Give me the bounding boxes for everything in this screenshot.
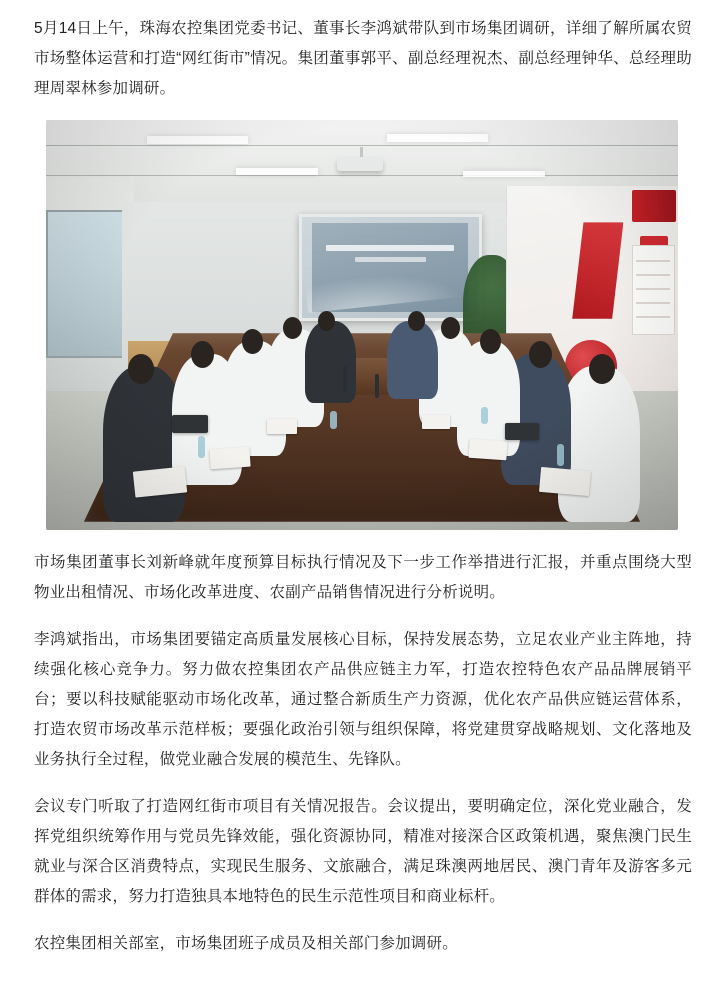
wall-frame xyxy=(632,245,675,334)
paragraph-3: 李鸿斌指出，市场集团要锚定高质量发展核心目标，保持发展态势，立足农业产业主阵地，持续强化核心竞争力。努力做农控集团农产品供应链主力军，打造农控特色农产品品牌展销平台；要以科技赋能驱动市场化改革，通过整合新质生产力资源，优化农产品供应链运营体系，打造农贸市场改革示范样板；要强化政治引领与组织保障，将党建贯穿战略规划、文化落地及业务执行全过程，做党业融合发展的模范生、先锋队。 xyxy=(34,631,692,768)
wall-red-graphic xyxy=(572,222,623,318)
paragraph-2: 市场集团董事长刘新峰就年度预算目标执行情况及下一步工作举措进行汇报，并重点围绕大型物业出租情况、市场化改革进度、农副产品销售情况进行分析说明。 xyxy=(34,554,692,601)
paragraph-1: 5月14日上午，珠海农控集团党委书记、董事长李鸿斌带队到市场集团调研，详细了解所属农贸市场整体运营和打造“网红街市”情况。集团董事郭平、副总经理祝杰、副总经理钟华、总经理助理周翠林参加调研。 xyxy=(34,20,692,97)
laptop xyxy=(505,423,539,440)
slide-subtitle-bar xyxy=(355,257,427,262)
wall-banner xyxy=(632,190,676,222)
document-stack xyxy=(133,466,187,497)
attendee xyxy=(387,321,438,399)
meeting-photo xyxy=(46,120,678,530)
paragraph-4: 会议专门听取了打造网红街市项目有关情况报告。会议提出，要明确定位，深化党业融合，发挥党组织统筹作用与党员先锋效能，强化资源协同，精准对接深合区政策机遇，聚焦澳门民生就业与深合区消费特点，实现民生服务、文旅融合，满足珠澳两地居民、澳门青年及游客多元群体的需求，努力打造独具本地特色的民生示范性项目和商业标杆。 xyxy=(34,798,692,905)
attendee-head xyxy=(318,311,335,331)
attendee-head xyxy=(128,354,154,384)
water-bottle xyxy=(481,407,488,424)
document-stack xyxy=(539,466,591,495)
document-stack xyxy=(422,415,450,429)
microphone xyxy=(375,374,379,398)
projection-screen xyxy=(299,214,482,321)
attendee-head xyxy=(283,317,302,339)
paragraph-5: 农控集团相关部室，市场集团班子成员及相关部门参加调研。 xyxy=(34,935,458,952)
meeting-photo-figure xyxy=(34,120,692,530)
water-bottle xyxy=(198,436,205,458)
window xyxy=(46,210,128,358)
slide-wave-graphic xyxy=(305,261,479,314)
microphone xyxy=(343,366,347,392)
attendee-head xyxy=(529,341,552,368)
attendee-head xyxy=(408,311,425,331)
water-bottle xyxy=(330,411,337,429)
projection-screen-content xyxy=(312,223,468,312)
attendee-head xyxy=(480,329,501,354)
document-stack xyxy=(469,438,508,460)
attendee-head xyxy=(242,329,263,354)
water-bottle xyxy=(557,444,564,466)
projector-icon xyxy=(337,157,383,171)
attendee-head xyxy=(589,354,615,384)
laptop xyxy=(172,415,208,433)
document-stack xyxy=(210,447,251,470)
attendee xyxy=(305,321,356,403)
attendee-head xyxy=(441,317,460,339)
document-stack xyxy=(267,419,297,434)
slide-title-bar xyxy=(326,245,454,251)
